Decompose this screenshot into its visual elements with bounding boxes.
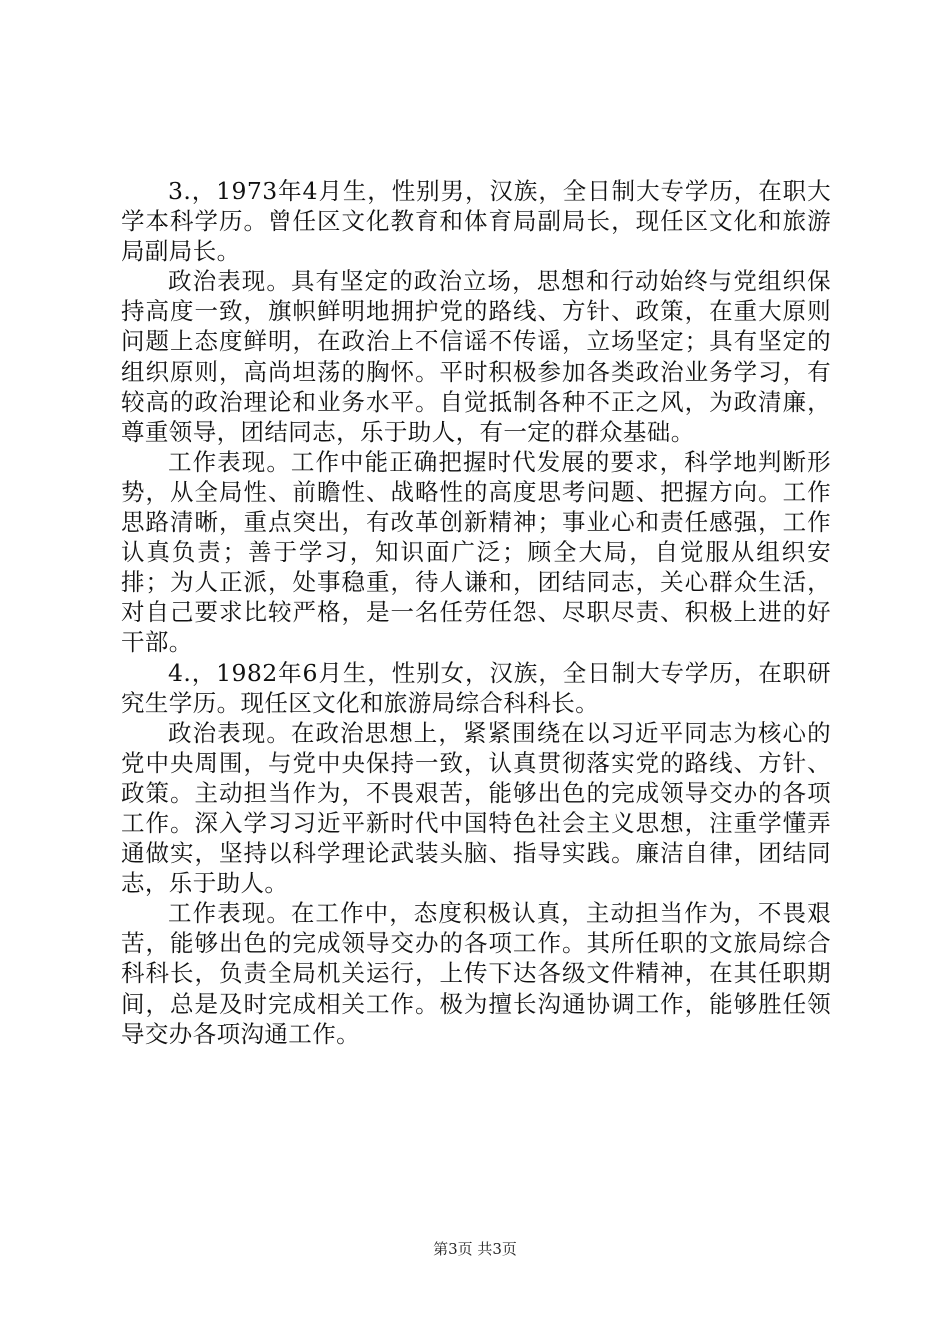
paragraph-candidate-4-work: 工作表现。在工作中，态度积极认真，主动担当作为，不畏艰苦，能够出色的完成领导交办的各项工作。其所任职的文旅局综合科科长，负责全局机关运行，上传下达各级文件精神，在其任职期间，总是及时完成相关工作。极为擅长沟通协调工作，能够胜任领导交办各项沟通工作。 — [121, 899, 831, 1048]
document-body — [121, 176, 831, 1049]
paragraph-candidate-3-political: 政治表现。具有坚定的政治立场，思想和行动始终与党组织保持高度一致，旗帜鲜明地拥护党的路线、方针、政策，在重大原则问题上态度鲜明，在政治上不信谣不传谣，立场坚定；具有坚定的组织原则，高尚坦荡的胸怀。平时积极参加各类政治业务学习，有较高的政治理论和业务水平。自觉抵制各种不正之风，为政清廉，尊重领导，团结同志，乐于助人，有一定的群众基础。 — [121, 267, 831, 446]
paragraph-candidate-3-profile: 3.，1973年4月生，性别男，汉族，全日制大专学历，在职大学本科学历。曾任区文化教育和体育局副局长，现任区文化和旅游局副局长。 — [121, 177, 831, 266]
page-number-footer: 第3页 共3页 — [433, 1240, 517, 1258]
paragraph-candidate-3-work: 工作表现。工作中能正确把握时代发展的要求，科学地判断形势，从全局性、前瞻性、战略性的高度思考问题、把握方向。工作思路清晰，重点突出，有改革创新精神；事业心和责任感强，工作认真负责；善于学习，知识面广泛；顾全大局，自觉服从组织安排；为人正派，处事稳重，待人谦和，团结同志，关心群众生活，对自己要求比较严格，是一名任劳任怨、尽职尽责、积极上进的好干部。 — [121, 447, 831, 657]
paragraph-candidate-4-political: 政治表现。在政治思想上，紧紧围绕在以习近平同志为核心的党中央周围，与党中央保持一致，认真贯彻落实党的路线、方针、政策。主动担当作为，不畏艰苦，能够出色的完成领导交办的各项工作。深入学习习近平新时代中国特色社会主义思想，注重学懂弄通做实，坚持以科学理论武装头脑、指导实践。廉洁自律，团结同志，乐于助人。 — [121, 718, 831, 898]
paragraph-candidate-4-profile: 4.，1982年6月生，性别女，汉族，全日制大专学历，在职研究生学历。现任区文化和旅游局综合科科长。 — [121, 658, 831, 717]
